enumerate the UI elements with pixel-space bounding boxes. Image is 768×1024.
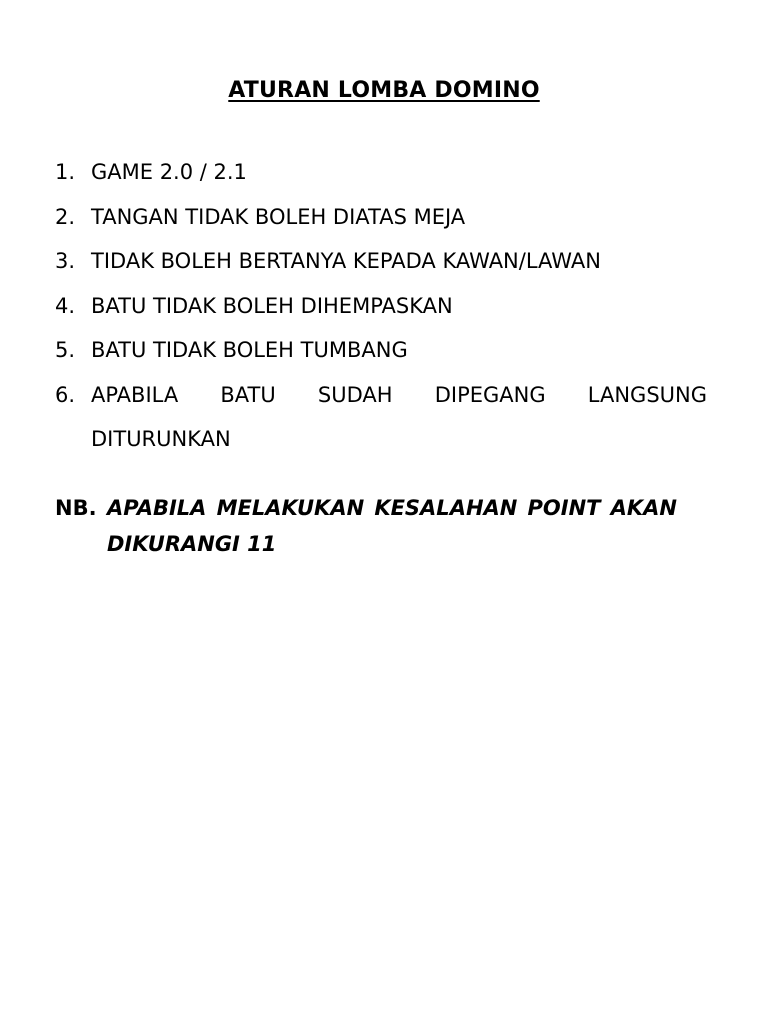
note: [55, 490, 677, 562]
rule-item: [55, 195, 707, 240]
rule-item: [55, 328, 707, 373]
rule-text: TANGAN TIDAK BOLEH DIATAS MEJA: [91, 204, 466, 229]
note-label: NB.: [55, 496, 97, 520]
rule-text: APABILA BATU SUDAH DIPEGANG LANGSUNG DITURUNKAN: [91, 382, 707, 451]
rule-number: 2.: [55, 204, 76, 229]
rule-item: [55, 150, 707, 195]
rule-number: 1.: [55, 160, 76, 184]
rule-text: BATU TIDAK BOLEH DIHEMPASKAN: [91, 293, 453, 318]
rule-text: GAME 2.0 / 2.1: [91, 160, 247, 184]
note-text: APABILA MELAKUKAN KESALAHAN POINT AKAN DIKURANGI 11: [107, 496, 677, 556]
rule-text: BATU TIDAK BOLEH TUMBANG: [91, 338, 408, 362]
rule-number: 3.: [55, 249, 76, 273]
rule-item: [55, 239, 707, 284]
document-title: ATURAN LOMBA DOMINO: [228, 78, 540, 103]
rule-item: [55, 373, 707, 462]
rule-item: [55, 284, 707, 329]
rule-number: 5.: [55, 338, 76, 362]
rule-number: 4.: [55, 293, 76, 318]
rules-list: [55, 150, 707, 462]
rule-number: 6.: [55, 382, 76, 407]
rule-text: TIDAK BOLEH BERTANYA KEPADA KAWAN/LAWAN: [91, 249, 601, 273]
